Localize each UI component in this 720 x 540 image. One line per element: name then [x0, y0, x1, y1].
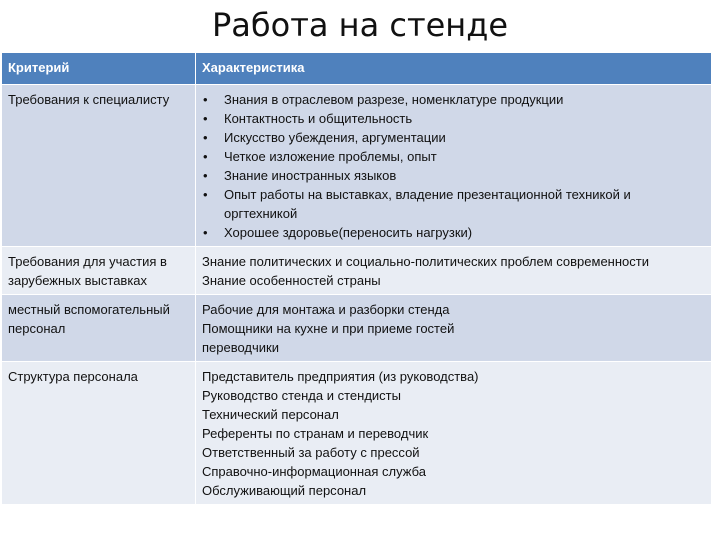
- criterion-cell: местный вспомогательный персонал: [2, 295, 196, 362]
- table-row: [2, 85, 712, 247]
- text-line: Помощники на кухне и при приеме гостей: [202, 321, 455, 336]
- table-header-row: [2, 53, 712, 85]
- text-line: Представитель предприятия (из руководства): [202, 369, 479, 384]
- list-item: • Знания в отраслевом разрезе, номенклатуре продукции: [203, 92, 564, 107]
- criterion-cell: Структура персонала: [2, 362, 196, 505]
- table-row: [2, 295, 712, 362]
- text-line: Рабочие для монтажа и разборки стенда: [202, 302, 450, 317]
- list-item: • Контактность и общительность: [203, 111, 413, 126]
- list-item: • Хорошее здоровье(переносить нагрузки): [203, 225, 473, 240]
- criterion-cell: Требования для участия в зарубежных выставках: [2, 247, 196, 295]
- header-criterion: Критерий: [2, 53, 196, 85]
- criterion-cell: Требования к специалисту: [2, 85, 196, 247]
- text-line: Обслуживающий персонал: [202, 483, 367, 498]
- bullet-icon: •: [203, 149, 208, 164]
- bullet-icon: •: [203, 225, 208, 240]
- bullet-icon: •: [203, 111, 208, 126]
- text-line: переводчики: [202, 340, 280, 355]
- bullet-icon: •: [203, 168, 208, 183]
- bullet-icon: •: [203, 130, 208, 145]
- list-item: • Знание иностранных языков: [203, 168, 397, 183]
- slide-title: Работа на стенде: [212, 6, 508, 44]
- list-item: • Искусство убеждения, аргументации: [203, 130, 446, 145]
- bullet-icon: •: [203, 92, 208, 107]
- characteristic-cell: [196, 295, 712, 362]
- text-line: Знание особенностей страны: [202, 273, 381, 288]
- text-line: Справочно-информационная служба: [202, 464, 426, 479]
- characteristic-cell: [196, 362, 712, 505]
- text-line: Референты по странам и переводчик: [202, 426, 429, 441]
- text-line: Технический персонал: [202, 407, 339, 422]
- criteria-table: [1, 52, 712, 505]
- bullet-icon: •: [203, 187, 208, 202]
- list-item: • Четкое изложение проблемы, опыт: [203, 149, 437, 164]
- list-item: • Опыт работы на выставках, владение презентационной техникой и оргтехникой: [203, 187, 631, 221]
- table-row: [2, 247, 712, 295]
- characteristic-cell: [196, 247, 712, 295]
- text-line: Ответственный за работу с прессой: [202, 445, 420, 460]
- table-row: [2, 362, 712, 505]
- header-characteristic: Характеристика: [196, 53, 712, 85]
- bullet-list: [202, 90, 705, 242]
- text-line: Знание политических и социально-политических проблем современности: [202, 254, 649, 269]
- characteristic-cell: [196, 85, 712, 247]
- text-line: Руководство стенда и стендисты: [202, 388, 401, 403]
